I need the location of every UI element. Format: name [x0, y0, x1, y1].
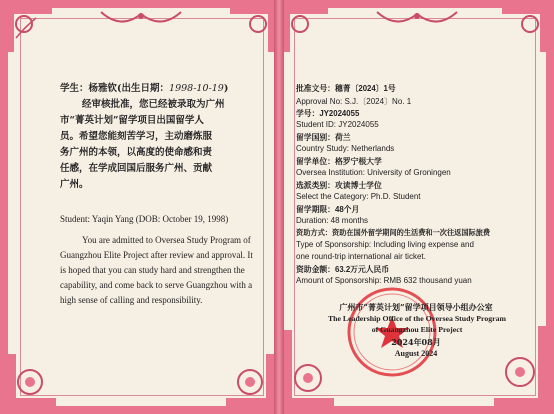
body-cn-line: 任感，在学成回国后服务广州、贡献: [60, 163, 213, 174]
body-cn-line: 务广州的本领，以高度的使命感和责: [60, 147, 213, 158]
dob-label-cn: (出生日期：: [117, 83, 170, 94]
corner-ornament-top-left: [8, 8, 52, 52]
dob-cn: 1998-10-19: [169, 83, 224, 94]
date-en: August 2024: [394, 349, 438, 358]
body-en: [60, 233, 270, 308]
sponsorship-en-2: one round-trip international air ticket.: [296, 252, 426, 261]
category-en: Select the Category: Ph.D. Student: [296, 192, 421, 201]
body-cn-line: 广州。: [60, 179, 89, 190]
student-line-en: Student: Yaqin Yang (DOB: October 19, 1998): [60, 214, 229, 224]
top-flourish-right: [372, 8, 462, 30]
date-cn: 2024年08月: [391, 337, 441, 347]
amount-cn: 资助金额：63.2万元人民币: [296, 265, 390, 274]
sponsorship-en-1: Type of Sponsorship: Including living expense and: [296, 240, 474, 249]
body-en-line: Guangzhou Elite Project after review and approval. It: [60, 250, 253, 260]
body-en-line: capability, and come back to serve Guangzhou with a: [60, 280, 253, 290]
top-flourish-left: [96, 8, 186, 30]
office-cn: 广州市“菁英计划”留学项目领导小组办公室: [339, 302, 493, 312]
dob-close: ): [223, 83, 229, 94]
amount-en: Amount of Sponsorship: RMB 632 thousand yuan: [296, 276, 472, 285]
sponsorship-cn: 资助方式：资助在国外留学期间的生活费和一次往返国际旅费: [296, 228, 491, 237]
country-cn: 留学国别：荷兰: [296, 133, 351, 142]
body-en-line: high sense of calling and responsibility.: [60, 295, 203, 305]
office-en-2: of Guangzhou Elite Project: [371, 325, 463, 334]
corner-ornament-top-mid-left: [230, 8, 274, 52]
country-en: Country Study: Netherlands: [296, 144, 395, 153]
institution-en: Oversea Institution: University of Groningen: [296, 168, 451, 177]
corner-ornament-top-right: [502, 8, 546, 52]
body-en-line: is hoped that you can study hard and strengthen the: [60, 265, 245, 275]
approval-en: Approval No: S.J.〔2024〕No. 1: [296, 97, 412, 106]
office-en-1: The Leadership Office of the Oversea Study Program: [327, 314, 507, 323]
duration-cn: 留学期限：48个月: [296, 205, 360, 214]
body-cn-line: 市“菁英计划”留学项目出国留学人: [60, 115, 204, 126]
category-cn: 选派类别：攻读博士学位: [296, 181, 382, 190]
student-id-cn: 学号：JY2024055: [296, 109, 360, 118]
body-cn-line: 经审核批准，您已经被录取为广州: [82, 99, 225, 110]
approval-cn: 批准文号：穗菁〔2024〕1号: [296, 84, 396, 93]
body-cn-line: 员。希望您能刻苦学习，主动磨炼服: [60, 131, 213, 142]
left-inner-border: [20, 18, 264, 396]
body-en-line: You are admitted to Oversea Study Program of: [82, 235, 251, 245]
corner-ornament-bottom-mid-left: [226, 354, 274, 406]
student-id-en: Student ID: JY2024055: [296, 120, 379, 129]
institution-cn: 留学单位：格罗宁根大学: [296, 157, 382, 166]
duration-en: Duration: 48 months: [296, 216, 369, 225]
corner-ornament-bottom-left: [8, 354, 56, 406]
student-line-cn: [60, 80, 228, 94]
corner-ornament-top-mid-right: [284, 8, 328, 52]
book-spine: [274, 0, 284, 414]
body-cn: [60, 97, 270, 193]
student-name-cn: 杨雅钦: [88, 83, 118, 94]
student-label: 学生：: [60, 83, 89, 94]
